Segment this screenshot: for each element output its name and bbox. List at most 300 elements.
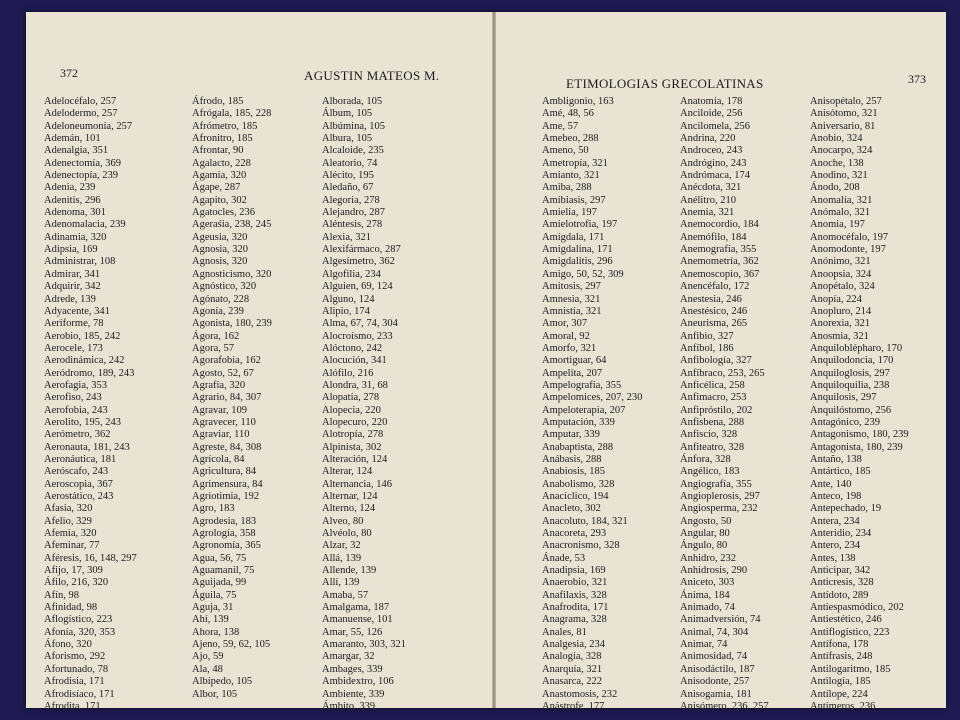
index-column — [192, 96, 272, 701]
index-entry: Agnosia, 320 — [192, 244, 248, 256]
index-entry: Adenalgia, 351 — [44, 145, 109, 157]
index-entry: Alóctono, 242 — [322, 342, 383, 354]
index-entry: Agapito, 302 — [192, 194, 247, 206]
index-entry: Agrimensura, 84 — [192, 478, 263, 490]
right-page — [496, 12, 946, 712]
index-column — [44, 96, 137, 713]
index-entry: Alveo, 80 — [322, 515, 364, 527]
index-entry: Adenoma, 301 — [44, 207, 106, 219]
index-entry: Alegoría, 278 — [322, 194, 380, 206]
index-entry: Afijo, 17, 309 — [44, 565, 103, 577]
index-entry: Agora, 57 — [192, 342, 234, 354]
index-entry: Amigdalitis, 296 — [542, 256, 613, 268]
index-entry: Ajo, 59 — [192, 651, 224, 663]
index-entry: Aléntesis, 278 — [322, 219, 383, 231]
index-entry: Alopecia, 220 — [322, 404, 381, 416]
index-entry: Anhidrosis, 290 — [680, 565, 748, 577]
index-entry: Amorfo, 321 — [542, 342, 597, 354]
index-entry: Antilogía, 185 — [810, 676, 871, 688]
index-entry: Áfilo, 216, 320 — [44, 577, 109, 589]
index-entry: Ánade, 53 — [542, 552, 586, 564]
index-entry: Aguja, 31 — [192, 602, 234, 614]
index-entry: Aflogístico, 223 — [44, 614, 113, 626]
index-entry: Angioplerosis, 297 — [680, 491, 760, 502]
index-entry: Adelodermo, 257 — [44, 108, 118, 120]
index-entry: Antídoto, 289 — [810, 589, 869, 601]
index-entry: Adyacente, 341 — [44, 305, 110, 317]
index-entry: Angiosperma, 232 — [680, 503, 758, 515]
index-entry: Afrontar, 90 — [192, 145, 244, 157]
index-entry: Alipio, 174 — [322, 305, 370, 317]
index-entry: Adelocéfalo, 257 — [44, 96, 117, 107]
index-entry: Agravecer, 110 — [192, 416, 256, 428]
index-entry: Alocución, 341 — [322, 355, 387, 367]
index-entry: Anacoluto, 184, 321 — [542, 515, 628, 527]
running-head: AGUSTIN MATEOS M. — [304, 68, 440, 83]
index-entry: Aguijada, 99 — [192, 577, 247, 589]
index-entry: Adenitis, 296 — [44, 194, 101, 206]
index-entry: Ambiente, 339 — [322, 688, 385, 700]
index-entry: Anoche, 138 — [810, 157, 864, 169]
index-entry: Andrómaca, 174 — [680, 170, 750, 182]
index-entry: Anquilosis, 297 — [810, 392, 877, 404]
index-entry: Analgesia, 234 — [542, 639, 605, 651]
index-entry: Anquilodoncia, 170 — [810, 355, 894, 367]
index-entry: Alondra, 31, 68 — [322, 379, 388, 391]
index-entry: Anopluro, 214 — [810, 305, 872, 317]
index-entry: Anemocordio, 184 — [680, 219, 759, 231]
index-entry: Agrología, 358 — [192, 528, 256, 540]
index-entry: Anoopsia, 324 — [810, 268, 872, 280]
index-entry: Alexifármaco, 287 — [322, 244, 401, 256]
index-entry: Antiflogístico, 223 — [810, 626, 890, 638]
index-entry: Adenia, 239 — [44, 182, 96, 194]
index-entry: Anacronismo, 328 — [542, 540, 620, 552]
index-entry: Amoral, 92 — [542, 330, 590, 342]
index-entry: Antepechado, 19 — [810, 503, 882, 515]
index-entry: Antílope, 224 — [810, 688, 868, 700]
index-entry: Anisodonte, 257 — [680, 676, 750, 688]
index-entry: Amortiguar, 64 — [542, 355, 607, 367]
index-entry: Aeronáutica, 181 — [44, 453, 117, 465]
index-entry: Ante, 140 — [810, 478, 852, 490]
index-entry: Algofilia, 234 — [322, 268, 381, 280]
index-entry: Agronomía, 365 — [192, 540, 261, 552]
index-entry: Ánima, 184 — [680, 589, 730, 601]
index-entry: Animosidad, 74 — [680, 651, 748, 663]
index-entry: Agnosis, 320 — [192, 256, 248, 268]
index-entry: Afrodisíaco, 171 — [44, 688, 115, 700]
index-entry: Aeródromo, 189, 243 — [44, 367, 135, 379]
index-entry: Aerocele, 173 — [44, 342, 103, 354]
index-entry: Anquiloquilia, 238 — [810, 379, 890, 391]
index-column — [680, 96, 769, 713]
index-entry: Antiestético, 246 — [810, 614, 882, 626]
index-entry: Allá, 139 — [322, 552, 362, 564]
index-entry: Afortunado, 78 — [44, 663, 109, 675]
index-entry: Angiografía, 355 — [680, 478, 752, 490]
index-entry: Albípedo, 105 — [192, 676, 253, 688]
index-entry: Anastomosis, 232 — [542, 688, 618, 700]
index-entry: Anencéfalo, 172 — [680, 281, 750, 293]
index-entry: Anástrofe, 177 — [542, 700, 605, 712]
index-entry: Áfono, 320 — [44, 639, 92, 651]
index-entry: Agrícola, 84 — [192, 453, 245, 465]
index-entry: Andrógino, 243 — [680, 157, 747, 169]
index-entry: Anfimacro, 253 — [680, 392, 747, 404]
index-entry: Agriotimia, 192 — [192, 491, 260, 502]
index-entry: Angular, 80 — [680, 528, 730, 540]
index-entry: Antagonismo, 180, 239 — [810, 429, 909, 441]
index-entry: Anhidro, 232 — [680, 552, 736, 564]
index-entry: Angélico, 183 — [680, 466, 740, 478]
index-entry: Ancilomela, 256 — [680, 120, 750, 132]
index-entry: Agonía, 239 — [192, 305, 244, 317]
index-entry: Alterar, 124 — [322, 466, 373, 478]
index-entry: Agnóstico, 320 — [192, 281, 257, 293]
index-entry: Amigdalina, 171 — [542, 244, 613, 256]
index-entry: Álbum, 105 — [322, 108, 373, 120]
index-entry: Anélitro, 210 — [680, 194, 736, 206]
index-entry: Amanuense, 101 — [322, 614, 393, 626]
index-entry: Alécito, 195 — [322, 170, 374, 182]
index-entry: Anomalía, 321 — [810, 194, 873, 206]
index-entry: Anodino, 321 — [810, 170, 868, 182]
index-entry: Alborada, 105 — [322, 96, 383, 107]
index-entry: Agravar, 109 — [192, 404, 247, 416]
index-entry: Afín, 98 — [44, 589, 79, 601]
index-entry: Anfibología, 327 — [680, 355, 752, 367]
left-page — [26, 12, 492, 712]
index-entry: Alófilo, 216 — [322, 367, 374, 379]
index-entry: Ámbito, 339 — [322, 700, 376, 712]
index-entry: Anábasis, 288 — [542, 453, 602, 465]
index-entry: Amitosis, 297 — [542, 281, 601, 293]
index-entry: Anatomía, 178 — [680, 96, 743, 107]
index-entry: Anisótomo, 321 — [810, 108, 878, 120]
index-entry: Angosto, 50 — [680, 515, 732, 527]
index-entry: Anabaptista, 288 — [542, 441, 614, 453]
index-entry: Analogía, 328 — [542, 651, 602, 663]
index-entry: Antaño, 138 — [810, 453, 862, 465]
index-entry: Ampeloterapia, 207 — [542, 404, 626, 416]
index-entry: Adenectomía, 369 — [44, 157, 121, 169]
index-entry: Anisodáctilo, 187 — [680, 663, 755, 675]
index-entry: Aerofagia, 353 — [44, 379, 107, 391]
index-entry: Anciloide, 256 — [680, 108, 743, 120]
index-entry: Adinamia, 320 — [44, 231, 107, 243]
index-entry: Antiespasmódico, 202 — [810, 602, 904, 614]
index-entry: Amputación, 339 — [542, 416, 615, 428]
index-entry: Aniceto, 303 — [680, 577, 735, 589]
index-entry: Ameno, 50 — [542, 145, 589, 157]
index-column — [542, 96, 642, 713]
index-entry: Anficélica, 258 — [680, 379, 745, 391]
index-entry: Anomocéfalo, 197 — [810, 231, 889, 243]
index-entry: Aféresis, 16, 148, 297 — [44, 552, 137, 564]
index-entry: Afasia, 320 — [44, 503, 93, 515]
index-entry: Anestesia, 246 — [680, 293, 742, 305]
index-entry: Alcaloide, 235 — [322, 145, 384, 157]
index-entry: Ángulo, 80 — [680, 540, 728, 552]
index-entry: Ampelita, 207 — [542, 367, 603, 379]
index-entry: Adquirir, 342 — [44, 281, 101, 293]
index-entry: Andrina, 220 — [680, 133, 736, 145]
index-entry: Animadversión, 74 — [680, 614, 761, 626]
index-entry: Adenectopía, 239 — [44, 170, 119, 182]
index-entry: Anónimo, 321 — [810, 256, 871, 268]
index-entry: Aeronauta, 181, 243 — [44, 441, 130, 453]
index-entry: Anosmia, 321 — [810, 330, 869, 342]
index-entry: Ágape, 287 — [192, 182, 241, 194]
index-entry: Aerofobia, 243 — [44, 404, 108, 416]
index-column — [810, 96, 909, 713]
index-entry: Alzar, 32 — [322, 540, 361, 552]
index-entry: Ambages, 339 — [322, 663, 383, 675]
index-entry: Agua, 56, 75 — [192, 552, 247, 564]
index-entry: Adenomalacia, 239 — [44, 219, 126, 231]
index-entry: Águila, 75 — [192, 589, 237, 601]
index-entry: Alejandro, 287 — [322, 207, 385, 219]
index-entry: Anteco, 198 — [810, 491, 862, 502]
index-entry: Anteridio, 234 — [810, 528, 872, 540]
index-entry: Agónato, 228 — [192, 293, 250, 305]
index-entry: Antera, 234 — [810, 515, 860, 527]
index-entry: Ágora, 162 — [192, 330, 240, 342]
index-entry: Androceo, 243 — [680, 145, 743, 157]
index-entry: Ánodo, 208 — [810, 182, 860, 194]
index-entry: Anfibio, 327 — [680, 330, 734, 342]
index-entry: Antero, 234 — [810, 540, 861, 552]
index-entry: Afrodita, 171 — [44, 700, 101, 712]
index-entry: Algesímetro, 362 — [322, 256, 395, 268]
index-entry: Antártico, 185 — [810, 466, 871, 478]
index-entry: Anopía, 224 — [810, 293, 862, 305]
index-entry: Antagónico, 239 — [810, 416, 880, 428]
index-entry: Ambligonio, 163 — [542, 96, 614, 107]
index-entry: Agreste, 84, 308 — [192, 441, 262, 453]
index-entry: Anorexia, 321 — [810, 318, 871, 330]
index-entry: Alterno, 124 — [322, 503, 376, 515]
index-entry: Amar, 55, 126 — [322, 626, 383, 638]
index-entry: Anabiosis, 185 — [542, 466, 605, 478]
index-entry: Anemia, 321 — [680, 207, 735, 219]
index-entry: Ame, 57 — [542, 120, 579, 132]
index-entry: Anaerobio, 321 — [542, 577, 608, 589]
index-entry: Afrómetro, 185 — [192, 120, 258, 132]
index-entry: Agricultura, 84 — [192, 466, 257, 478]
index-entry: Agrario, 84, 307 — [192, 392, 262, 404]
index-entry: Allí, 139 — [322, 577, 360, 589]
index-entry: Amargar, 32 — [322, 651, 375, 663]
index-entry: Afonía, 320, 353 — [44, 626, 116, 638]
index-entry: Alteración, 124 — [322, 453, 388, 465]
index-entry: Amnesia, 321 — [542, 293, 601, 305]
index-entry: Afinidad, 98 — [44, 602, 98, 614]
index-entry: Anocarpo, 324 — [810, 145, 873, 157]
index-entry: Amputar, 339 — [542, 429, 600, 441]
index-entry: Amaranto, 303, 321 — [322, 639, 406, 651]
index-entry: Ambidextro, 106 — [322, 676, 394, 688]
index-entry: Albor, 105 — [192, 688, 238, 700]
index-entry: Afelio, 329 — [44, 515, 92, 527]
index-entry: Anestésico, 246 — [680, 305, 748, 317]
index-entry: Amor, 307 — [542, 318, 588, 330]
index-entry: Anfiteatro, 328 — [680, 441, 745, 453]
index-entry: Anabolismo, 328 — [542, 478, 615, 490]
index-entry: Anasarca, 222 — [542, 676, 603, 688]
index-entry: Alguien, 69, 124 — [322, 281, 393, 293]
index-entry: Amielia, 197 — [542, 207, 597, 219]
index-entry: Allende, 139 — [322, 565, 377, 577]
index-entry: Anécdota, 321 — [680, 182, 742, 194]
index-entry: Anobio, 324 — [810, 133, 863, 145]
index-entry: Adrede, 139 — [44, 293, 96, 305]
index-entry: Ampelomices, 207, 230 — [542, 392, 643, 404]
index-entry: Antagonista, 180, 239 — [810, 441, 903, 453]
index-entry: Anemófilo, 184 — [680, 231, 747, 243]
index-column — [322, 96, 406, 713]
index-entry: Alotropía, 278 — [322, 429, 384, 441]
running-head: ETIMOLOGIAS GRECOLATINAS — [566, 76, 764, 91]
index-entry: Adipsia, 169 — [44, 244, 98, 256]
index-entry: Ahí, 139 — [192, 614, 229, 626]
index-entry: Ademán, 101 — [44, 133, 101, 145]
index-entry: Aerómetro, 362 — [44, 429, 111, 441]
index-entry: Ala, 48 — [192, 663, 223, 675]
index-entry: Agalacto, 228 — [192, 157, 251, 169]
index-entry: Alguno, 124 — [322, 293, 375, 305]
index-entry: Anadipsia, 169 — [542, 565, 606, 577]
index-entry: Amielotrofia, 197 — [542, 219, 618, 231]
index-entry: Amigo, 50, 52, 309 — [542, 268, 624, 280]
index-entry: Áfrodo, 185 — [192, 96, 244, 107]
index-entry: Anisogamia, 181 — [680, 688, 752, 700]
index-entry: Amiba, 288 — [542, 182, 592, 194]
index-entry: Antes, 138 — [810, 552, 856, 564]
index-entry: Agatocles, 236 — [192, 207, 255, 219]
index-entry: Alma, 67, 74, 304 — [322, 318, 398, 330]
index-entry: Amé, 48, 56 — [542, 108, 594, 120]
index-entry: Anfiscio, 328 — [680, 429, 738, 441]
index-entry: Anfisbena, 288 — [680, 416, 745, 428]
index-entry: Animado, 74 — [680, 602, 735, 614]
index-entry: Ajeno, 59, 62, 105 — [192, 639, 271, 651]
index-entry: Anfíbol, 186 — [680, 342, 734, 354]
index-entry: Amalgama, 187 — [322, 602, 390, 614]
index-entry: Aeróscafo, 243 — [44, 466, 109, 478]
index-entry: Albúmina, 105 — [322, 120, 385, 132]
page-number: 373 — [908, 72, 926, 86]
index-entry: Anisopétalo, 257 — [810, 96, 882, 107]
index-entry: Amaba, 57 — [322, 589, 369, 601]
index-entry: Ageusia, 320 — [192, 231, 248, 243]
index-entry: Antífrasis, 248 — [810, 651, 873, 663]
index-entry: Anisómero, 236, 257 — [680, 700, 769, 712]
index-entry: Agro, 183 — [192, 503, 235, 515]
index-entry: Agorafobia, 162 — [192, 355, 261, 367]
index-entry: Aerodinámica, 242 — [44, 355, 125, 367]
index-entry: Aerofiso, 243 — [44, 392, 102, 404]
index-entry: Antímeros, 236 — [810, 700, 876, 712]
index-entry: Alvéolo, 80 — [322, 528, 372, 540]
index-entry: Agamia, 320 — [192, 170, 247, 182]
index-entry: Admirar, 341 — [44, 268, 101, 280]
index-entry: Aleatorio, 74 — [322, 157, 378, 169]
index-entry: Aledaño, 67 — [322, 182, 374, 194]
index-entry: Afronitro, 185 — [192, 133, 253, 145]
index-entry: Anfíbraco, 253, 265 — [680, 367, 765, 379]
index-entry: Aguamanil, 75 — [192, 565, 255, 577]
index-entry: Animal, 74, 304 — [680, 626, 749, 638]
index-entry: Aerobio, 185, 242 — [44, 330, 121, 342]
index-entry: Antífona, 178 — [810, 639, 869, 651]
index-entry: Aeriforme, 78 — [44, 318, 104, 330]
index-entry: Anquilóstomo, 256 — [810, 404, 892, 416]
index-entry: Alocroísmo, 233 — [322, 330, 393, 342]
index-entry: Aniversario, 81 — [810, 120, 876, 132]
index-entry: Aerolito, 195, 243 — [44, 416, 121, 428]
index-entry: Agnosticismo, 320 — [192, 268, 272, 280]
index-entry: Ahora, 138 — [192, 626, 240, 638]
index-entry: Alternancia, 146 — [322, 478, 392, 490]
index-entry: Anemometría, 362 — [680, 256, 759, 268]
index-entry: Alpinista, 302 — [322, 441, 382, 453]
index-entry: Ageraśia, 238, 245 — [192, 219, 272, 231]
index-entry: Anopétalo, 324 — [810, 281, 875, 293]
index-entry: Anfipróstilo, 202 — [680, 404, 753, 416]
index-entry: Anomia, 197 — [810, 219, 865, 231]
index-entry: Aneurisma, 265 — [680, 318, 748, 330]
index-entry: Anafrodita, 171 — [542, 602, 609, 614]
index-entry: Anticipar, 342 — [810, 565, 871, 577]
index-entry: Amibiasis, 297 — [542, 194, 606, 206]
index-entry: Alopatía, 278 — [322, 392, 380, 404]
index-entry: Antilogaritmo, 185 — [810, 663, 891, 675]
index-entry: Anacoreta, 293 — [542, 528, 607, 540]
index-entry: Anquiloglosis, 297 — [810, 367, 890, 379]
index-entry: Anarquía, 321 — [542, 663, 603, 675]
index-entry: Adeloneumonía, 257 — [44, 120, 133, 132]
index-entry: Amígdala, 171 — [542, 231, 605, 243]
index-entry: Anomodonte, 197 — [810, 244, 886, 256]
index-entry: Afeminar, 77 — [44, 540, 100, 552]
index-entry: Aeroscopia, 367 — [44, 478, 113, 490]
index-entry: Anemografía, 355 — [680, 244, 757, 256]
index-entry: Ametropía, 321 — [542, 157, 608, 169]
index-entry: Anómalo, 321 — [810, 207, 871, 219]
index-entry: Anquiloblépharo, 170 — [810, 342, 903, 354]
index-entry: Anagrama, 328 — [542, 614, 607, 626]
index-entry: Amianto, 321 — [542, 170, 600, 182]
index-entry: Afrodisia, 171 — [44, 676, 105, 688]
index-entry: Ampelografía, 355 — [542, 379, 622, 391]
open-book — [26, 12, 946, 712]
index-entry: Alopecuro, 220 — [322, 416, 388, 428]
index-entry: Amnistía, 321 — [542, 305, 602, 317]
index-entry: Administrar, 108 — [44, 256, 116, 268]
index-entry: Agonista, 180, 239 — [192, 318, 272, 330]
index-entry: Anales, 81 — [542, 626, 587, 638]
index-entry: Amebeo, 288 — [542, 133, 599, 145]
index-entry: Alexia, 321 — [322, 231, 371, 243]
index-entry: Anticresis, 328 — [810, 577, 874, 589]
index-entry: Aerostático, 243 — [44, 491, 114, 502]
index-entry: Agraviar, 110 — [192, 429, 250, 441]
index-entry: Afrógala, 185, 228 — [192, 108, 272, 120]
index-entry: Aforismo, 292 — [44, 651, 106, 663]
index-entry: Afemia, 320 — [44, 528, 97, 540]
